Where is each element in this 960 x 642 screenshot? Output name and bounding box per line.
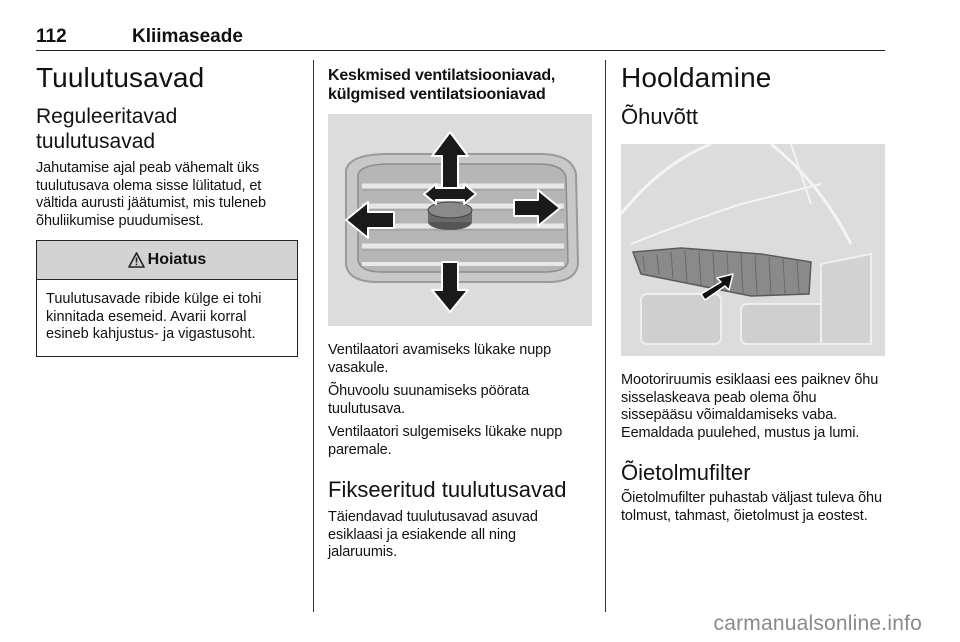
column-middle (328, 60, 590, 562)
air-vent-illustration (328, 114, 592, 326)
warning-text: Tuulutusavade ribide külge ei tohi kinnitada esemeid. Avarii korral esineb kahjustus- ja vigastusoht. (46, 291, 262, 342)
intro-paragraph: Jahutamise ajal peab vähemalt üks tuulutusava olema sisse lülitatud, et vältida aurusti jäätumist, mis tuleneb õhuliikumise puudumisest. (36, 160, 266, 229)
warning-triangle-icon (128, 252, 145, 268)
maintenance-title: Hooldamine (621, 62, 772, 93)
column-divider-2 (605, 60, 606, 612)
warning-header (37, 241, 297, 280)
air-intake-heading: Õhuvõtt (621, 104, 699, 129)
air-intake-illustration (621, 144, 885, 356)
warning-title: Hoiatus (147, 251, 207, 268)
pollen-filter-heading: Õietolmufilter (621, 460, 751, 485)
page-header (36, 26, 885, 51)
pollen-filter-paragraph: Õietolmufilter puhastab väljast tuleva õhu tolmust, tahmast, õietolmust ja eostest. (621, 490, 882, 524)
page-number: 112 (36, 26, 67, 47)
center-side-vents-heading: Keskmised ventilatsiooniavad, külgmised ventilatsiooniavad (328, 67, 556, 103)
column-divider-1 (313, 60, 314, 612)
direct-airflow-instruction: Õhuvoolu suunamiseks pöörata tuulutusava. (328, 383, 530, 417)
close-vent-instruction: Ventilaatori sulgemiseks lükake nupp paremale. (328, 424, 563, 458)
open-vent-instruction: Ventilaatori avamiseks lükake nupp vasakule. (328, 342, 552, 376)
adjustable-vents-heading: Reguleeritavad tuulutusavad (36, 105, 178, 153)
warning-box (36, 240, 298, 357)
fixed-vents-paragraph: Täiendavad tuulutusavad asuvad esiklaasi ja esiakende all ning jalaruumis. (328, 509, 538, 560)
column-right (621, 60, 885, 525)
air-intake-paragraph: Mootoriruumis esiklaasi ees paiknev õhu sisselaskeava peab olema õhu sissepääsu võimaldamiseks vaba. Eemaldada puulehed, mustus ja lumi. (621, 372, 879, 441)
watermark: carmanualsonline.info (713, 612, 922, 635)
page-title: Tuulutusavad (36, 62, 205, 93)
column-left (36, 60, 298, 357)
section-title: Kliimaseade (132, 26, 243, 47)
fixed-vents-heading: Fikseeritud tuulutusavad (328, 477, 567, 502)
